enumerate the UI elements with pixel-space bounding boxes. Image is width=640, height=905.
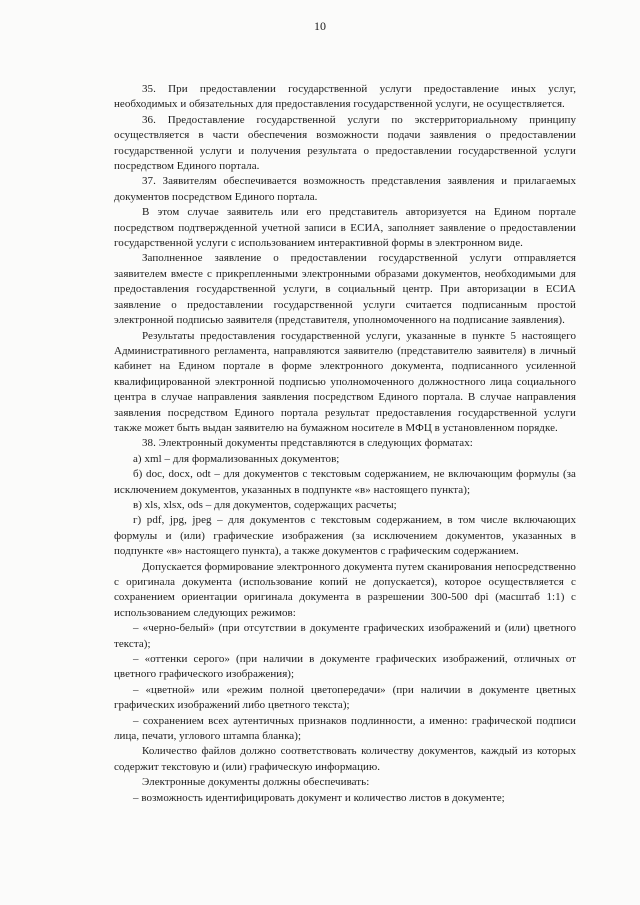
paragraph: Заполненное заявление о предоставлении государственной услуги отправляется заявителем вместе с прикрепленными электронными образами документов, необходимыми для предоставления государственной услуги, в социальный центр. При авторизации в ЕСИА заявление о предоставлении государственной услуги считается подписанным простой электронной подписью заявителя (представителя, уполномоченного на подписание заявления). [114,252,576,327]
list-item: а) xml – для формализованных документов; [133,452,340,465]
list-item: – «оттенки серого» (при наличии в документе графических изображений, отличных от цветного графического изображения); [114,653,576,681]
paragraph: В этом случае заявитель или его представитель авторизуется на Едином портале посредством подтвержденной учетной записи в ЕСИА, заполняет заявление о предоставлении государственной услуги с использованием интерактивной формы в электронном виде. [114,206,576,250]
page-number: 10 [314,19,326,33]
list-item: – «черно-белый» (при отсутствии в документе графических изображений и (или) цветного текста); [114,622,576,650]
paragraph: 38. Электронный документы представляются в следующих форматах: [142,437,473,450]
paragraph: 36. Предоставление государственной услуги по экстерриториальному принципу осуществляется в части обеспечения возможности подачи заявления о предоставлении государственной услуги и получения результата о предоставлении государственной услуги посредством Единого портала. [114,113,576,173]
paragraph: Количество файлов должно соответствовать количеству документов, каждый из которых содержит текстовую и (или) графическую информацию. [114,745,576,773]
list-item: – сохранением всех аутентичных признаков подлинности, а именно: графической подписи лица, печати, углового штампа бланка); [114,714,576,743]
paragraph: Допускается формирование электронного документа путем сканирования непосредственно с оригинала документа (использование копий не допускается), которое осуществляется с сохранением ориентации оригинала документа в разрешении 300-500 dpi (масштаб 1:1) с использованием следующих режимов: [114,560,576,619]
list-item: – «цветной» или «режим полной цветопередачи» (при наличии в документе цветных графических изображений либо цветного текста); [114,683,576,712]
paragraph: Результаты предоставления государственной услуги, указанные в пункте 5 настоящего Административного регламента, направляются заявителю (представителю заявителя) в личный кабинет на Едином портале в форме электронного документа, подписанного усиленной квалифицированной электронной подписью уполномоченного должностного лица социального центра в случае направления заявления посредством Единого портала. В случае направления заявления посредством Единого портала результат предоставления государственной услуги также может быть выдан заявителю на бумажном носителе в МФЦ в установленном порядке. [114,329,576,434]
paragraph: Электронные документы должны обеспечивать: [142,776,370,789]
paragraph: 37. Заявителям обеспечивается возможность представления заявления и прилагаемых документов посредством Единого портала. [114,175,576,203]
document-body [114,82,576,806]
list-item: в) xls, xlsx, ods – для документов, содержащих расчеты; [133,498,397,511]
list-item: г) pdf, jpg, jpeg – для документов с текстовым содержанием, в том числе включающих формулы и (или) графические изображения (за исключением документов, указанных в подпункте «в» настоящего пункта), а также документов с графическим содержанием. [114,514,576,558]
list-item: б) doc, docx, odt – для документов с текстовым содержанием, не включающим формулы (за исключением документов, указанных в подпункте «в» настоящего пункта); [114,468,576,496]
list-item: – возможность идентифицировать документ и количество листов в документе; [133,791,505,804]
paragraph: 35. При предоставлении государственной услуги предоставление иных услуг, необходимых и обязательных для предоставления государственной услуги, не осуществляется. [114,83,576,111]
